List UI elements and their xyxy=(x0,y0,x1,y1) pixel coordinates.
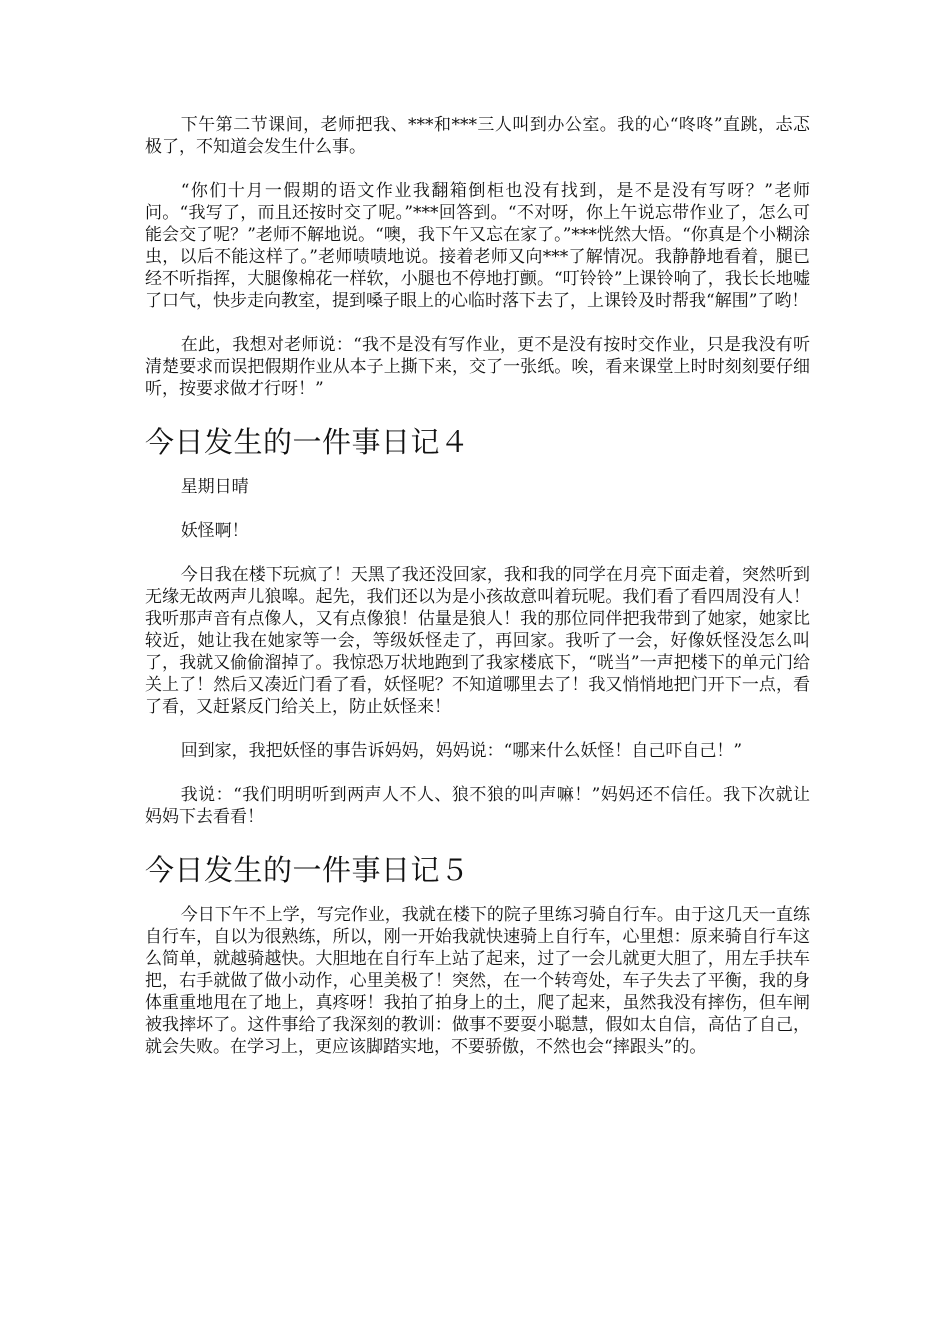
diary-subtitle: 妖怪啊！ xyxy=(180,521,249,541)
paragraph: 在此，我想对老师说：“我不是没有写作业，更不是没有按时交作业，只是我没有听清楚要求而误把假期作业从本子上撕下来，交了一张纸。唉，看来课堂上时时刻刻要仔细听，按要求做才行呀！” xyxy=(145,335,810,399)
paragraph: 回到家，我把妖怪的事告诉妈妈，妈妈说：“哪来什么妖怪！自己吓自己！” xyxy=(180,741,743,761)
paragraph: 今日下午不上学，写完作业，我就在楼下的院子里练习骑自行车。由于这几天一直练自行车，自以为很熟练，所以，刚一开始我就快速骑上自行车，心里想：原来骑自行车这么简单，就越骑越快。大胆地在自行车上站了起来，过了一会儿就更大胆了，用左手扶车把，右手就做了做小动作，心里美极了！突然，在一个转弯处，车子失去了平衡，我的身体重重地甩在了地上，真疼呀！我拍了拍身上的土，爬了起来，虽然我没有摔伤，但车闸被我摔坏了。这件事给了我深刻的教训：做事不要耍小聪慧，假如太自信，高估了自己，就会失败。在学习上，更应该脚踏实地，不要骄傲，不然也会“摔跟头”的。 xyxy=(145,905,810,1057)
section-heading-4: 今日发生的一件事日记４ xyxy=(145,425,470,459)
paragraph: 今日我在楼下玩疯了！天黑了我还没回家，我和我的同学在月亮下面走着，突然听到无缘无故两声儿狼嗥。起先，我们还以为是小孩故意叫着玩呢。我们看了看四周没有人！我听那声音有点像人，又有点像狼！估量是狼人！我的那位同伴把我带到了她家，她家比较近，她让我在她家等一会，等级妖怪走了，再回家。我听了一会，好像妖怪没怎么叫了，我就又偷偷溜掉了。我惊恐万状地跑到了我家楼底下，“咣当”一声把楼下的单元门给关上了！然后又凑近门看了看，妖怪呢？不知道哪里去了！我又悄悄地把门开下一点，看了看，又赶紧反门给关上，防止妖怪来！ xyxy=(145,565,810,717)
section-heading-5: 今日发生的一件事日记５ xyxy=(145,853,470,887)
document-body xyxy=(145,114,810,1080)
paragraph: “你们十月一假期的语文作业我翻箱倒柜也没有找到，是不是没有写呀？”老师问。“我写了，而且还按时交了呢。”***回答到。“不对呀，你上午说忘带作业了，怎么可能会交了呢？”老师不解地说。“噢，我下午又忘在家了。”***恍然大悟。“你真是个小糊涂虫，以后不能这样了。”老师啧啧地说。接着老师又向***了解情况。我静静地看着，腿已经不听指挥，大腿像棉花一样软，小腿也不停地打颤。“叮铃铃”上课铃响了，我长长地嘘了口气，快步走向教室，提到嗓子眼上的心临时落下去了，上课铃及时帮我“解围”了哟！ xyxy=(145,181,810,311)
weather-line: 星期日晴 xyxy=(180,477,249,497)
paragraph: 下午第二节课间，老师把我、***和***三人叫到办公室。我的心“咚咚”直跳，忐忑极了，不知道会发生什么事。 xyxy=(145,115,810,157)
paragraph: 我说：“我们明明听到两声人不人、狼不狼的叫声嘛！”妈妈还不信任。我下次就让妈妈下去看看！ xyxy=(145,785,810,827)
